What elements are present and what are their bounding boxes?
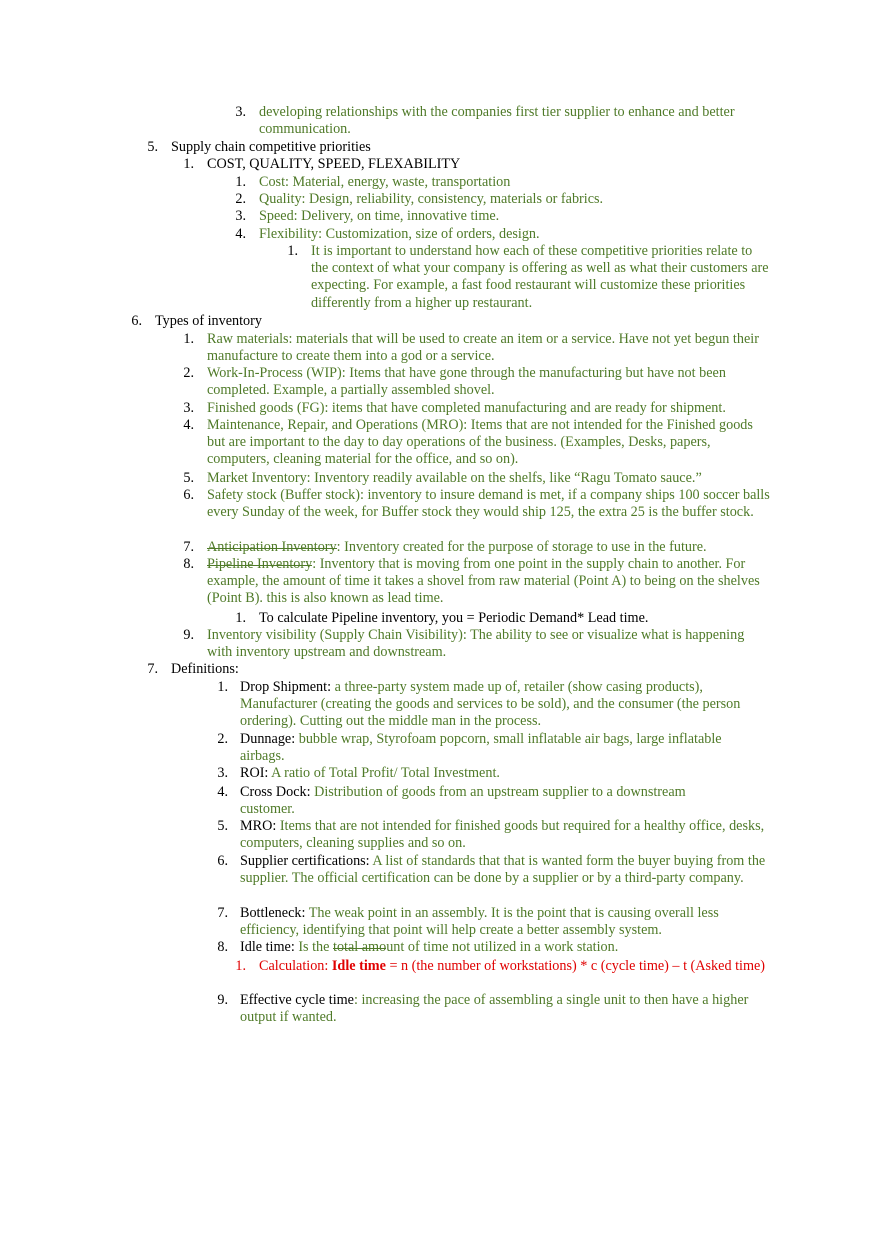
list-number: 1. — [183, 156, 194, 172]
list-text: Raw materials: materials that will be used to create an item or a service. Have not yet begun their manufacture to create them into a god or a service. — [207, 331, 759, 365]
list-number: 9. — [217, 992, 228, 1008]
term-struck: Pipeline Inventory — [207, 556, 313, 572]
list-text: Work-In-Process (WIP): Items that have gone through the manufacturing but have not been completed. Example, a partially assembled shovel. — [207, 365, 726, 399]
term: Effective cycle time — [240, 992, 354, 1008]
definition: Items that are not intended for finished goods but required for a healthy office, desks, computers, cleaning supplies and so on. — [240, 818, 765, 852]
definition: a three-party system made up of, retailer (show casing products), Manufacturer (creating the goods and services to be sold), and the consumer (the person ordering). Cutting out the middle man in the process. — [240, 679, 741, 730]
term: Cross Dock: — [240, 784, 311, 800]
list-text: developing relationships with the companies first tier supplier to enhance and better communication. — [259, 104, 735, 138]
list-number: 5. — [217, 818, 228, 834]
list-text: Speed: Delivery, on time, innovative time. — [259, 208, 500, 224]
list-text: COST, QUALITY, SPEED, FLEXABILITY — [207, 156, 461, 172]
term: Bottleneck: — [240, 905, 306, 921]
list-number: 8. — [217, 939, 228, 955]
list-number: 7. — [217, 905, 228, 921]
struck-text: total amo — [333, 939, 387, 955]
list-number: 3. — [235, 208, 246, 224]
list-number: 3. — [183, 400, 194, 416]
section-heading: Types of inventory — [155, 313, 262, 329]
definition: A ratio of Total Profit/ Total Investment. — [268, 765, 500, 781]
list-number: 1. — [287, 243, 298, 259]
list-text: Safety stock (Buffer stock): inventory to insure demand is met, if a company ships 100 soccer balls every Sunday of the week, for Buffer stock they would ship 125, the extra 25 is the buffer stock. — [207, 487, 770, 521]
list-text: Quality: Design, reliability, consistency, materials or fabrics. — [259, 191, 604, 207]
list-text: Inventory visibility (Supply Chain Visibility): The ability to see or visualize what is happening with inventory upstream and downstream. — [207, 627, 745, 661]
section-heading: Supply chain competitive priorities — [171, 139, 371, 155]
list-number: 1. — [235, 174, 246, 190]
list-number: 9. — [183, 627, 194, 643]
list-number: 7. — [183, 539, 194, 555]
term: Drop Shipment: — [240, 679, 332, 695]
list-number: 6. — [183, 487, 194, 503]
list-text: : Inventory that is moving from one point in the supply chain to another. For example, the amount of time it takes a shovel from raw material (Point A) to being on the shelves (Point B). this is also known as lead time. — [207, 556, 760, 607]
list-number: 1. — [235, 958, 246, 974]
list-text: : Inventory created for the purpose of storage to use in the future. — [336, 539, 707, 555]
list-text: To calculate Pipeline inventory, you = Periodic Demand* Lead time. — [259, 610, 649, 626]
list-text: Flexibility: Customization, size of orders, design. — [259, 226, 540, 242]
list-number: 4. — [217, 784, 228, 800]
list-text: Market Inventory: Inventory readily available on the shelfs, like “Ragu Tomato sauce.” — [207, 470, 702, 486]
definition: Distribution of goods from an upstream supplier to a downstream customer. — [240, 784, 686, 818]
definition: The weak point in an assembly. It is the point that is causing overall less efficiency, identifying that point will help create a better assembly system. — [240, 905, 719, 939]
list-number: 3. — [217, 765, 228, 781]
list-number: 3. — [235, 104, 246, 120]
term: ROI: — [240, 765, 269, 781]
list-number: 8. — [183, 556, 194, 572]
list-number: 4. — [235, 226, 246, 242]
list-text: It is important to understand how each of these competitive priorities relate to the context of what your company is offering as well as what their customers are expecting. For example, a fast food restaurant will customize these priorities differently from a higher up restaurant. — [311, 243, 769, 311]
term: Dunnage: — [240, 731, 296, 747]
list-number: 4. — [183, 417, 194, 433]
list-number: 7. — [147, 661, 158, 677]
list-number: 2. — [217, 731, 228, 747]
list-number: 2. — [183, 365, 194, 381]
definition: : increasing the pace of assembling a single unit to then have a higher output if wanted. — [240, 992, 749, 1026]
term: Idle time: — [240, 939, 295, 955]
term: Supplier certifications: — [240, 853, 370, 869]
formula: = n (the number of workstations) * c (cycle time) – t (Asked time) — [385, 958, 766, 974]
list-number: 6. — [217, 853, 228, 869]
list-number: 1. — [235, 610, 246, 626]
list-number: 1. — [217, 679, 228, 695]
list-text: Cost: Material, energy, waste, transportation — [259, 174, 511, 190]
list-text: Maintenance, Repair, and Operations (MRO): Items that are not intended for the Finished goods but are important to the day to day operations of the business. (Examples, Desks, papers, computers, cleaning material for the office, and so on). — [207, 417, 753, 468]
list-number: 2. — [235, 191, 246, 207]
list-number: 6. — [131, 313, 142, 329]
term-bold: Idle time — [331, 958, 386, 974]
term-struck: Anticipation Inventory — [207, 539, 337, 555]
list-number: 5. — [147, 139, 158, 155]
term: Calculation: — [259, 958, 332, 974]
list-number: 5. — [183, 470, 194, 486]
section-heading: Definitions: — [171, 661, 239, 677]
definition: bubble wrap, Styrofoam popcorn, small inflatable air bags, large inflatable airbags. — [240, 731, 722, 765]
list-number: 1. — [183, 331, 194, 347]
definition: Is the — [294, 939, 333, 955]
term: MRO: — [240, 818, 277, 834]
list-text: Finished goods (FG): items that have completed manufacturing and are ready for shipment. — [207, 400, 726, 416]
definition: A list of standards that that is wanted form the buyer buying from the supplier. The official certification can be done by a supplier or by a third-party company. — [240, 853, 766, 887]
definition: unt of time not utilized in a work station. — [386, 939, 619, 955]
